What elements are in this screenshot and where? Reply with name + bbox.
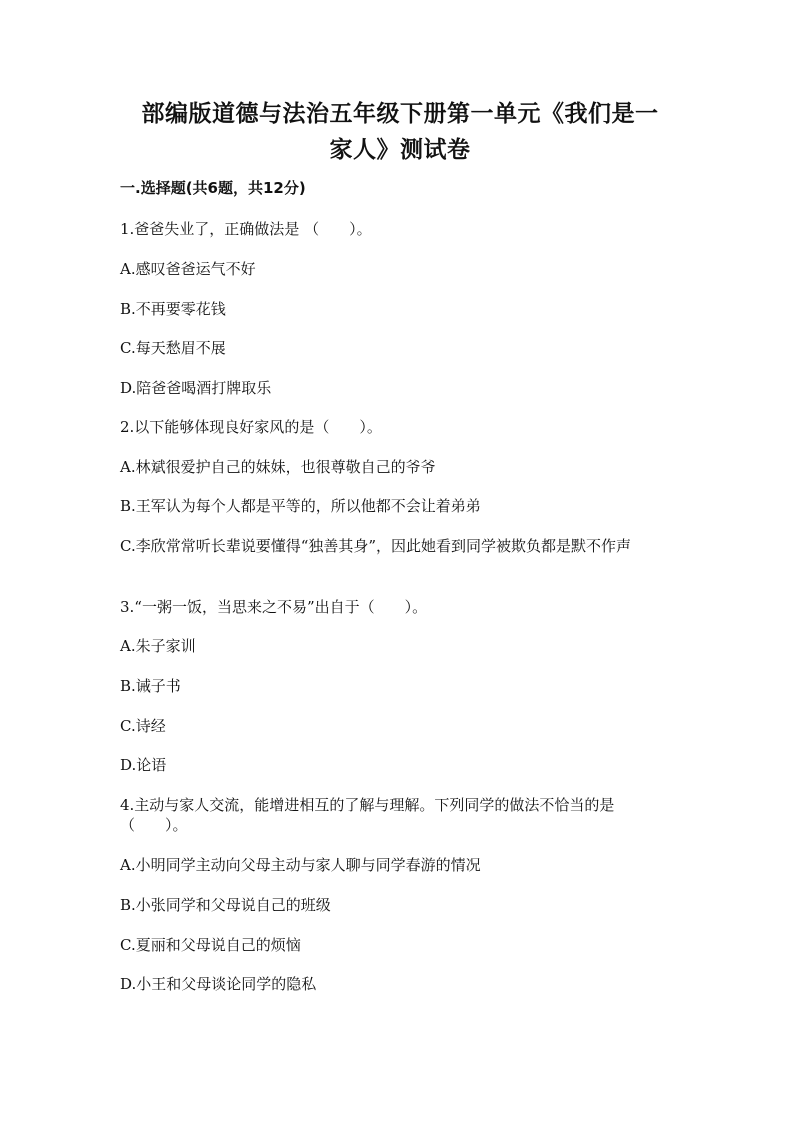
question-4-option-d: D.小王和父母谈论同学的隐私	[120, 975, 317, 993]
question-1-option-a: A.感叹爸爸运气不好	[120, 260, 256, 278]
question-4-option-a: A.小明同学主动向父母主动与家人聊与同学春游的情况	[120, 856, 481, 874]
question-3-option-b: B.诫子书	[120, 677, 181, 695]
question-4-option-c: C.夏丽和父母说自己的烦恼	[120, 936, 301, 954]
question-3-stem: 3.“一粥一饭，当思来之不易”出自于（ ）。	[120, 598, 428, 616]
question-1-option-b: B.不再要零花钱	[120, 300, 226, 318]
question-4-option-b: B.小张同学和父母说自己的班级	[120, 896, 331, 914]
document-title	[110, 96, 690, 168]
question-2-option-b: B.王军认为每个人都是平等的，所以他都不会让着弟弟	[120, 497, 481, 515]
question-3-option-a: A.朱子家训	[120, 637, 196, 655]
question-1-option-d: D.陪爸爸喝酒打牌取乐	[120, 379, 272, 397]
question-2-option-a: A.林斌很爱护自己的妹妹，也很尊敬自己的爷爷	[120, 458, 436, 476]
question-1-stem: 1.爸爸失业了，正确做法是 （ ）。	[120, 220, 372, 238]
question-3-option-c: C.诗经	[120, 717, 166, 735]
question-2-stem: 2.以下能够体现良好家风的是（ ）。	[120, 418, 382, 436]
question-1-option-c: C.每天愁眉不展	[120, 339, 226, 357]
question-3-option-d: D.论语	[120, 756, 167, 774]
question-4-stem: 4.主动与家人交流，能增进相互的了解与理解。下列同学的做法不恰当的是（ ）。	[120, 796, 615, 834]
section-heading: 一.选择题(共6题，共12分)	[120, 179, 306, 197]
title-line-1: 部编版道德与法治五年级下册第一单元《我们是一	[141, 101, 659, 127]
question-2-option-c: C.李欣常常听长辈说要懂得“独善其身”，因此她看到同学被欺负都是默不作声	[120, 537, 632, 555]
title-line-2: 家人》测试卷	[329, 137, 471, 163]
